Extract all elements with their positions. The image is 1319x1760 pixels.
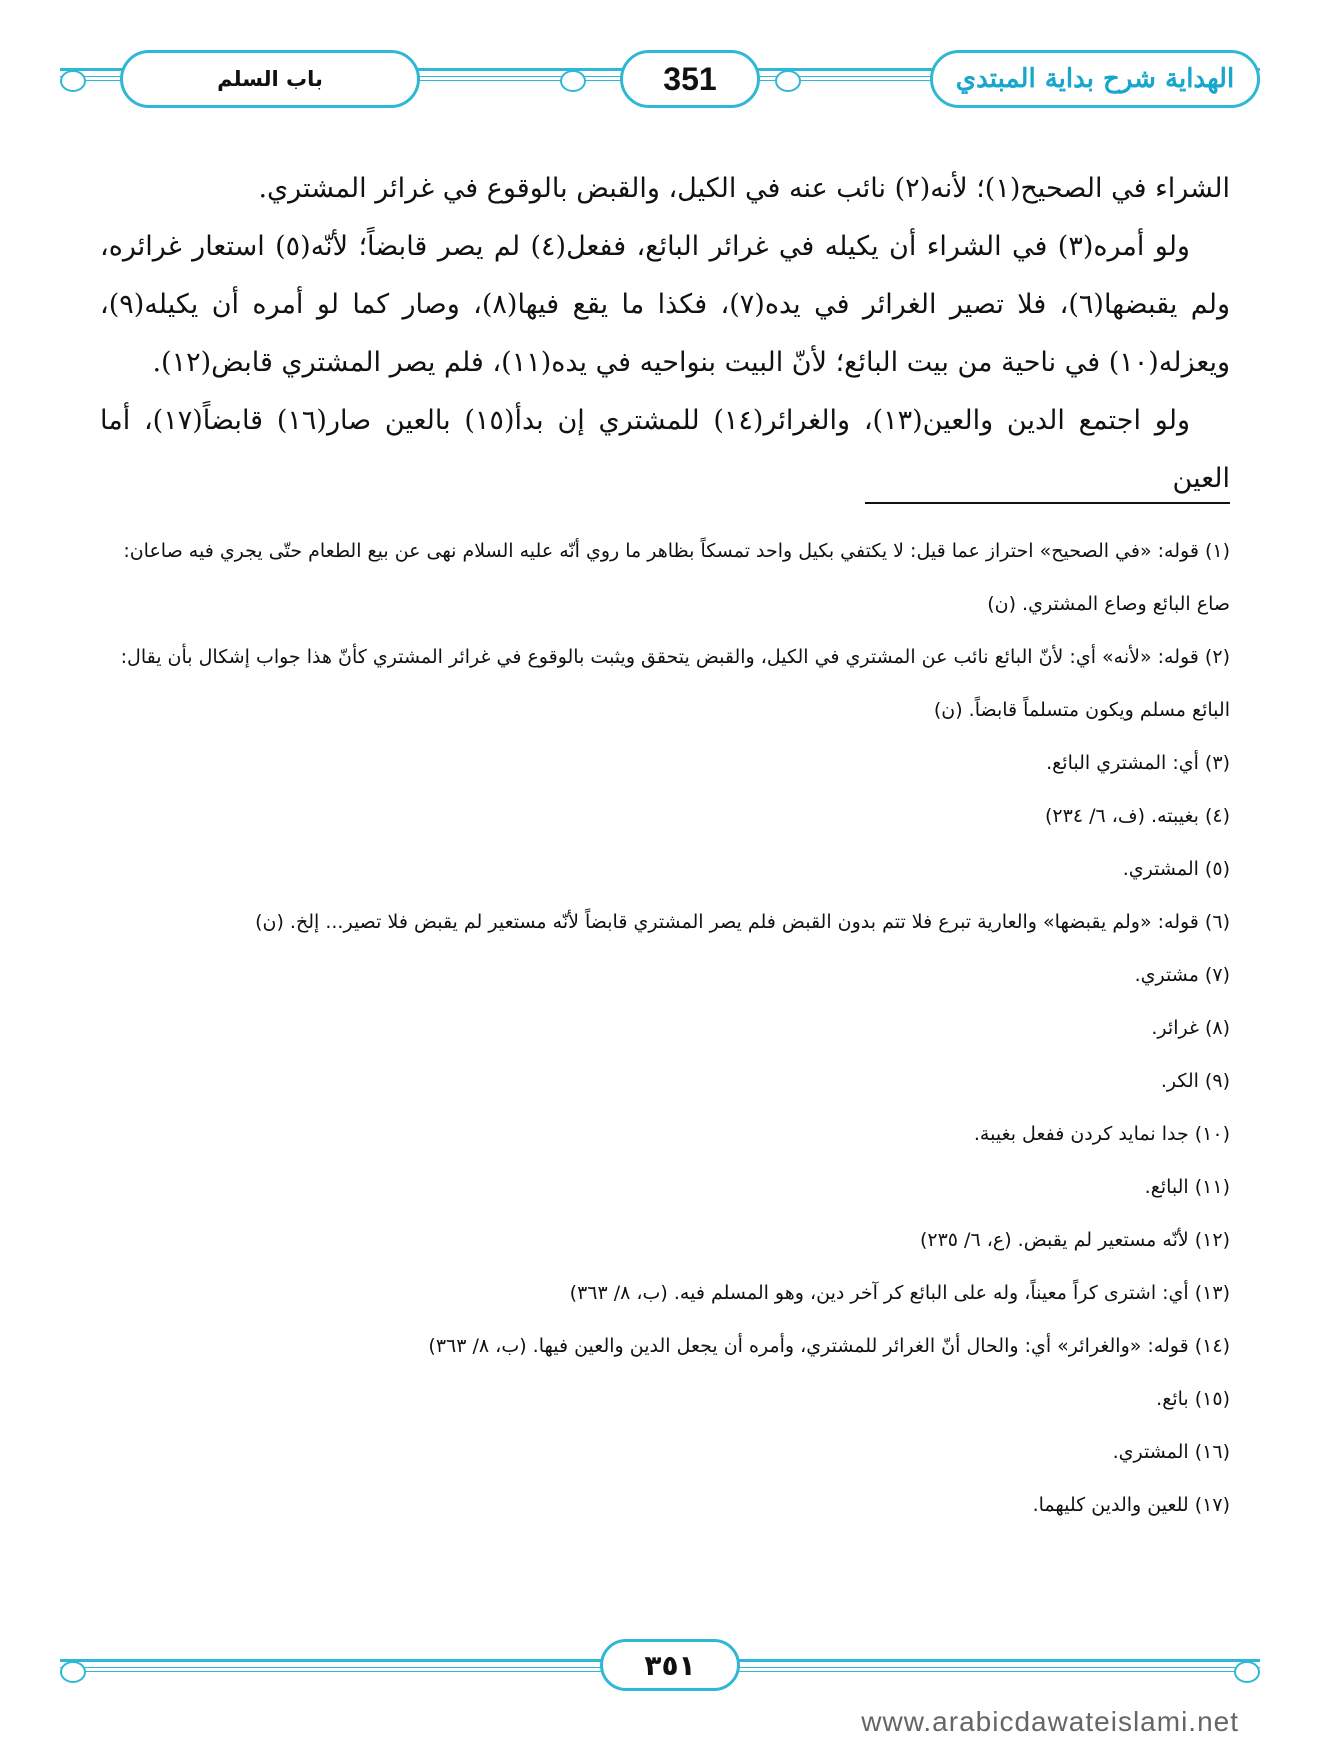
footnote-3: (٣) أي: المشتري البائع. xyxy=(1046,752,1230,774)
chapter-title: باب السلم xyxy=(217,67,323,91)
footnote-13: (١٣) أي: اشترى كراً معيناً، وله على البائع كر آخر دين، وهو المسلم فيه. (ب، ٨/ ٣٦٣) xyxy=(569,1282,1230,1304)
footnote-divider xyxy=(865,502,1230,504)
footnote-8: (٨) غرائر. xyxy=(1151,1017,1230,1039)
footnote-15: (١٥) بائع. xyxy=(1156,1388,1230,1410)
footnote-16: (١٦) المشتري. xyxy=(1112,1441,1230,1463)
page-number-box xyxy=(620,50,760,108)
footer-ornament-left-icon xyxy=(60,1661,86,1683)
footer-page-number: ٣٥١ xyxy=(644,1648,696,1682)
main-text xyxy=(100,160,1230,508)
footnote-11: (١١) البائع. xyxy=(1144,1176,1230,1198)
main-paragraph-2: ولو أمره(٣) في الشراء أن يكيله في غرائر البائع، ففعل(٤) لم يصر قابضاً؛ لأنّه(٥) استعار غرائره، ولم يقبضها(٦)، فلا تصير الغرائر في يده(٧)، فكذا ما يقع فيها(٨)، وصار كما لو أمره أن يكيله(٩)، ويعزله(١٠) في ناحية من بيت البائع؛ لأنّ البيت بنواحيه في يده(١١)، فلم يصر المشتري قابض(١٢). xyxy=(100,231,1231,378)
book-title-box xyxy=(930,50,1260,108)
footnote-6: (٦) قوله: «ولم يقبضها» والعارية تبرع فلا تتم بدون القبض فلم يصر المشتري قابضاً لأنّه مستعير لم يقبض فلا تصير... إلخ. (ن) xyxy=(255,911,1230,933)
chapter-box xyxy=(120,50,420,108)
footer-page-box xyxy=(600,1639,740,1691)
page-number: 351 xyxy=(663,60,717,97)
ornament-center-left-icon xyxy=(560,70,586,92)
page-footer xyxy=(60,1635,1260,1695)
footnote-10: (١٠) جدا نمايد كردن ففعل بغيبة. xyxy=(973,1123,1230,1145)
main-paragraph-3: ولو اجتمع الدين والعين(١٣)، والغرائر(١٤) للمشتري إن بدأ(١٥) بالعين صار(١٦) قابضاً(١٧)، أما العين xyxy=(100,405,1230,494)
footnotes xyxy=(90,525,1230,1532)
footnote-7: (٧) مشتري. xyxy=(1134,964,1230,986)
footnote-2: (٢) قوله: «لأنه» أي: لأنّ البائع نائب عن المشتري في الكيل، والقبض يتحقق ويثبت بالوقوع في غرائر المشتري كأنّ هذا جواب إشكال بأن يقال: البائع مسلم ويكون متسلماً قابضاً. (ن) xyxy=(120,646,1230,721)
book-title: الهداية شرح بداية المبتدي xyxy=(955,64,1235,94)
page-header xyxy=(60,44,1260,114)
footnote-14: (١٤) قوله: «والغرائر» أي: والحال أنّ الغرائر للمشتري، وأمره أن يجعل الدين والعين فيها. (ب، ٨/ ٣٦٣) xyxy=(428,1335,1230,1357)
website-watermark: www.arabicdawateislami.net xyxy=(861,1706,1239,1737)
footnote-12: (١٢) لأنّه مستعير لم يقبض. (ع، ٦/ ٢٣٥) xyxy=(919,1229,1230,1251)
footer-ornament-right-icon xyxy=(1234,1661,1260,1683)
footnote-17: (١٧) للعين والدين كليهما. xyxy=(1032,1494,1230,1516)
ornament-center-right-icon xyxy=(775,70,801,92)
footnote-9: (٩) الكر. xyxy=(1160,1070,1230,1092)
main-paragraph-1: الشراء في الصحيح(١)؛ لأنه(٢) نائب عنه في الكيل، والقبض بالوقوع في غرائر المشتري. xyxy=(258,173,1230,204)
footnote-5: (٥) المشتري. xyxy=(1122,858,1230,880)
footnote-1: (١) قوله: «في الصحيح» احتراز عما قيل: لا يكتفي بكيل واحد تمسكاً بظاهر ما روي أنّه عليه السلام نهى عن بيع الطعام حتّى يجري فيه صاعان: صاع البائع وصاع المشتري. (ن) xyxy=(123,540,1230,615)
footnote-4: (٤) بغيبته. (ف، ٦/ ٢٣٤) xyxy=(1044,805,1230,827)
ornament-left-icon xyxy=(60,70,86,92)
